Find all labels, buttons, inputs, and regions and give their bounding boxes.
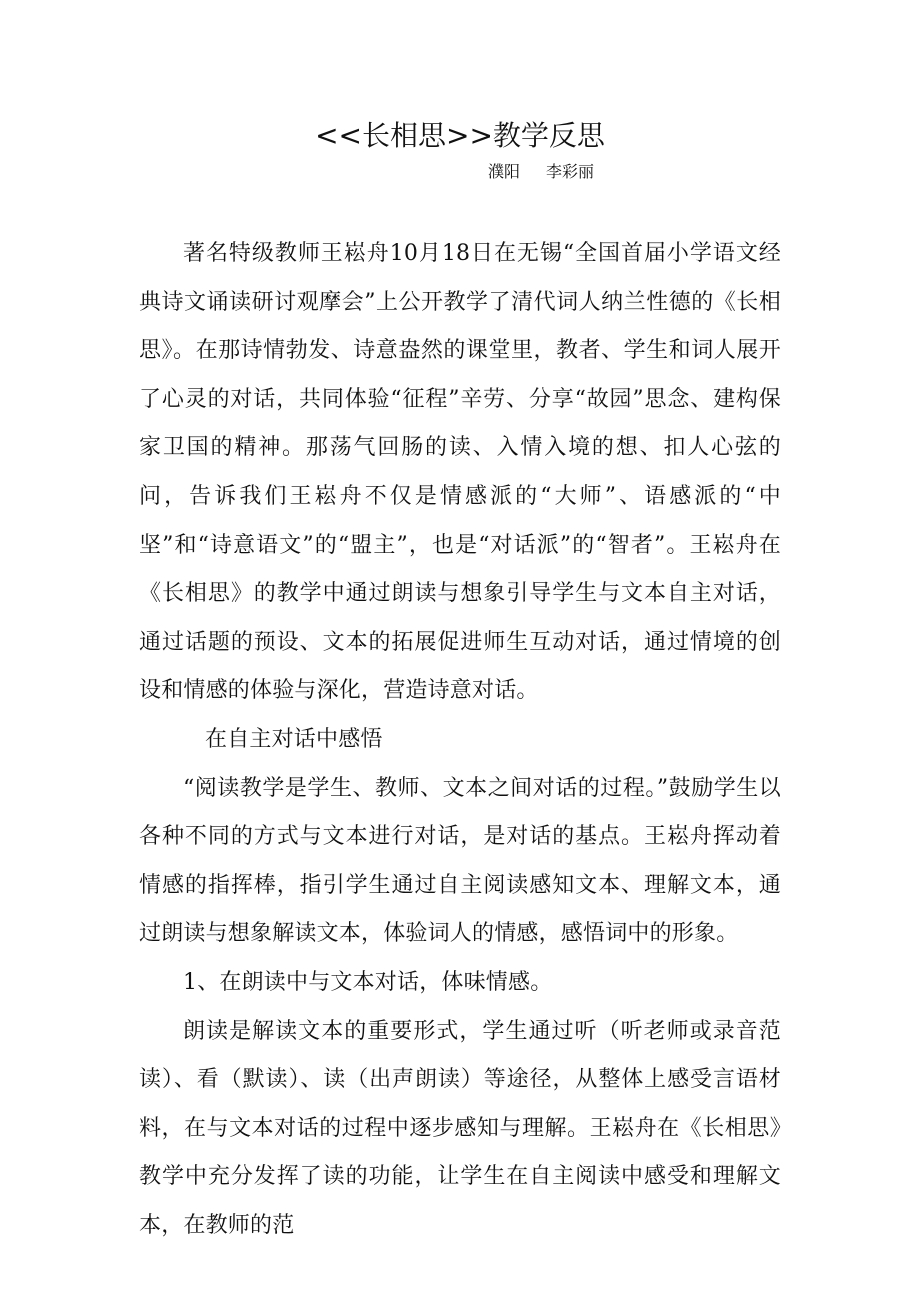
byline bbox=[488, 160, 594, 184]
document-body bbox=[139, 230, 781, 1250]
byline-author: 李彩丽 bbox=[546, 162, 595, 181]
byline-place: 濮阳 bbox=[488, 162, 521, 181]
intro-paragraph: 著名特级教师王崧舟10月18日在无锡“全国首届小学语文经典诗文诵读研讨观摩会”上公开教学了清代词人纳兰性德的《长相思》。在那诗情勃发、诗意盎然的课堂里，教者、学生和词人展开了心灵的对话，共同体验“征程”辛劳、分享“故园”思念、建构保家卫国的精神。那荡气回肠的读、入情入境的想、扣人心弦的问，告诉我们王崧舟不仅是情感派的“大师”、语感派的“中坚”和“诗意语文”的“盟主”，也是“对话派”的“智者”。王崧舟在《长相思》的教学中通过朗读与想象引导学生与文本自主对话，通过话题的预设、文本的拓展促进师生互动对话，通过情境的创设和情感的体验与深化，营造诗意对话。 bbox=[139, 241, 781, 704]
subsection-paragraph: 朗读是解读文本的重要形式，学生通过听（听老师或录音范读）、看（默读）、读（出声朗读）等途径，从整体上感受言语材料，在与文本对话的过程中逐步感知与理解。王崧舟在《长相思》教学中充分发挥了读的功能，让学生在自主阅读中感受和理解文本，在教师的范 bbox=[139, 1018, 781, 1238]
document-title: <<长相思>>教学反思 bbox=[315, 119, 605, 152]
subsection-heading: 1、在朗读中与文本对话，体味情感。 bbox=[183, 969, 553, 995]
section-heading: 在自主对话中感悟 bbox=[205, 726, 383, 752]
section-paragraph: “阅读教学是学生、教师、文本之间对话的过程。”鼓励学生以各种不同的方式与文本进行对话，是对话的基点。王崧舟挥动着情感的指挥棒，指引学生通过自主阅读感知文本、理解文本，通过朗读与想象解读文本，体验词人的情感，感悟词中的形象。 bbox=[139, 775, 781, 947]
